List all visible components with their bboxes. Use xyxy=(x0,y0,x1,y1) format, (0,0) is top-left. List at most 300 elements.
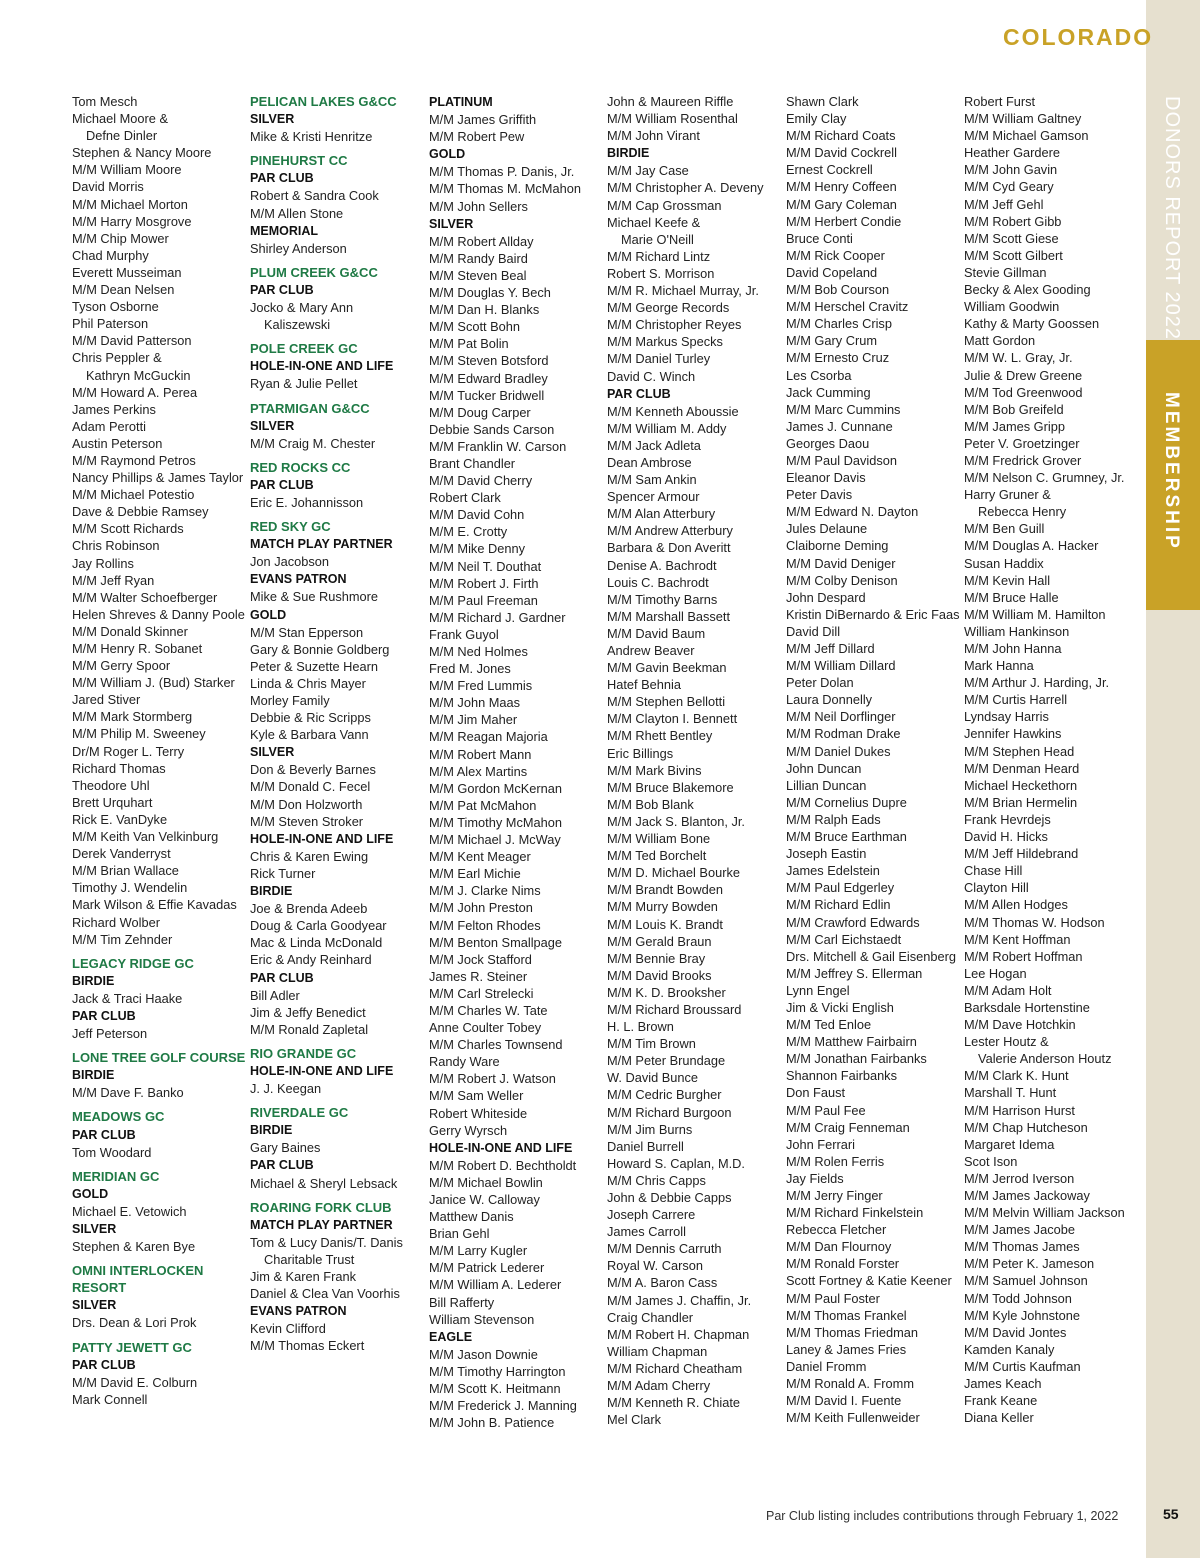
donor-name: Gary & Bonnie Goldberg xyxy=(250,641,390,657)
donor-name: M/M Bruce Halle xyxy=(964,589,1059,605)
donor-name: J. J. Keegan xyxy=(250,1081,322,1097)
donor-name: Jennifer Hawkins xyxy=(964,726,1062,742)
level-label: PLATINUM xyxy=(429,95,493,109)
donor-name: James J. Cunnane xyxy=(786,418,893,434)
donor-name: Howard S. Caplan, M.D. xyxy=(607,1155,745,1171)
donor-name: M/M Richard Burgoon xyxy=(607,1104,732,1120)
donor-name: Kyle & Barbara Vann xyxy=(250,727,369,743)
donor-name: M/M Robert Pew xyxy=(429,129,525,145)
level-label: EVANS PATRON xyxy=(250,572,347,587)
donor-name: M/M D. Michael Bourke xyxy=(607,865,740,881)
donor-name: Barksdale Hortenstine xyxy=(964,999,1090,1015)
donor-name: M/M Robert Mann xyxy=(429,746,532,762)
donor-name: M/M Pat Bolin xyxy=(429,336,509,352)
donor-name: M/M Pat McMahon xyxy=(429,797,537,813)
donor-name: M/M Scott Giese xyxy=(964,230,1059,246)
donor-name: Brant Chandler xyxy=(429,455,516,471)
level-label: MEMORIAL xyxy=(250,223,319,238)
donor-name: William Chapman xyxy=(607,1343,708,1359)
donor-name: M/M Chris Capps xyxy=(607,1172,706,1188)
donor-name: Linda & Chris Mayer xyxy=(250,675,366,691)
donor-name: M/M Dennis Carruth xyxy=(607,1241,722,1257)
donor-name: M/M Louis K. Brandt xyxy=(607,916,723,932)
level-label: BIRDIE xyxy=(607,146,650,161)
donor-name: Margaret Idema xyxy=(964,1136,1055,1152)
donor-name: Jack & Traci Haake xyxy=(72,990,183,1006)
club-heading: PINEHURST CC xyxy=(250,153,348,169)
donor-name: Chris Peppler & xyxy=(72,350,162,366)
donor-name: M/M Jeff Dillard xyxy=(786,641,875,656)
donor-name: M/M Ernesto Cruz xyxy=(786,350,890,366)
donor-column-1 xyxy=(72,93,248,1408)
club-heading: PLUM CREEK G&CC xyxy=(250,264,378,280)
club-heading: OMNI INTERLOCKEN xyxy=(72,1263,204,1279)
donor-name: Ernest Cockrell xyxy=(786,162,873,178)
donor-name: M/M Steven Beal xyxy=(429,267,527,283)
level-label: BIRDIE xyxy=(250,1123,293,1138)
donor-name: M/M Thomas Frankel xyxy=(786,1307,907,1323)
donor-name: M/M Marshall Bassett xyxy=(607,608,731,624)
donor-name: John & Maureen Riffle xyxy=(607,94,734,109)
donor-name: Michael Keefe & xyxy=(607,214,701,230)
donor-name: M/M Raymond Petros xyxy=(72,452,196,468)
donor-column-2 xyxy=(250,93,426,1354)
donor-name: David H. Hicks xyxy=(964,829,1048,845)
donor-name: M/M Franklin W. Carson xyxy=(429,438,567,454)
donor-name: M/M Kent Hoffman xyxy=(964,931,1071,947)
donor-name-continued: Defne Dinler xyxy=(86,128,158,144)
donor-name: W. David Bunce xyxy=(607,1070,699,1086)
donor-name: M/M Gary Crum xyxy=(786,333,877,349)
donor-name: M/M Tim Brown xyxy=(607,1036,696,1052)
club-heading: RED SKY GC xyxy=(250,519,331,535)
donor-name: M/M David Cohn xyxy=(429,507,525,523)
donor-name: M/M Patrick Lederer xyxy=(429,1260,545,1276)
footer-note: Par Club listing includes contributions through February 1, 2022 xyxy=(766,1509,1119,1523)
donor-name: M/M Robert J. Watson xyxy=(429,1071,556,1087)
donor-name: M/M Sam Ankin xyxy=(607,472,697,488)
donor-name: M/M Dave F. Banko xyxy=(72,1085,184,1101)
donor-name: M/M Cap Grossman xyxy=(607,197,722,213)
donor-name: M/M Keith Fullenweider xyxy=(786,1410,920,1426)
level-label: PAR CLUB xyxy=(72,1357,136,1372)
donor-name: M/M James Gripp xyxy=(964,418,1065,434)
donor-name: Jay Rollins xyxy=(72,555,134,571)
donor-name: Rebecca Fletcher xyxy=(786,1222,887,1238)
donor-name: M/M Keith Van Velkinburg xyxy=(72,829,219,845)
donor-name: James Carroll xyxy=(607,1224,686,1240)
donor-name: M/M Edward N. Dayton xyxy=(786,504,919,520)
donor-name: M/M Richard Cheatham xyxy=(607,1360,743,1376)
donor-name: Kamden Kanaly xyxy=(964,1341,1055,1357)
donor-name: M/M Jonathan Fairbanks xyxy=(786,1051,927,1067)
donor-name: M/M David E. Colburn xyxy=(72,1374,198,1390)
donor-name: M/M Jerrod Iverson xyxy=(964,1170,1075,1186)
donor-name: Jared Stiver xyxy=(72,692,141,708)
donor-name: Helen Shreves & Danny Poole xyxy=(72,606,245,622)
level-label: MATCH PLAY PARTNER xyxy=(250,1217,393,1232)
donor-name: M/M David Patterson xyxy=(72,333,192,349)
donor-name: M/M Charles Townsend xyxy=(429,1037,563,1053)
donor-name: M/M Jerry Finger xyxy=(786,1188,883,1203)
donor-name: M/M Thomas M. McMahon xyxy=(429,181,581,197)
donor-name: M/M Clayton I. Bennett xyxy=(607,711,738,727)
donor-name: Lee Hogan xyxy=(964,965,1027,981)
donor-name: M/M Marc Cummins xyxy=(786,401,901,417)
donor-name: Rick Turner xyxy=(250,865,316,881)
donor-name: M/M Peter Brundage xyxy=(607,1053,726,1069)
donor-name: M/M Walter Schoefberger xyxy=(72,589,218,605)
donor-name: Matt Gordon xyxy=(964,333,1036,349)
donor-name: David Dill xyxy=(786,623,841,639)
donor-name: Peter Dolan xyxy=(786,675,854,691)
donor-name: Frank Guyol xyxy=(429,626,499,642)
level-label: SILVER xyxy=(429,216,474,231)
donor-name: M/M Rolen Ferris xyxy=(786,1153,885,1169)
donor-name: Doug & Carla Goodyear xyxy=(250,918,387,934)
level-label: HOLE-IN-ONE AND LIFE xyxy=(250,1063,394,1078)
donor-name: M/M William Rosenthal xyxy=(607,111,738,127)
donor-name: M/M Neil T. Douthat xyxy=(429,558,542,574)
donor-name: M/M Henry R. Sobanet xyxy=(72,641,203,656)
donor-name: M/M John Maas xyxy=(429,695,521,711)
donor-name: Heather Gardere xyxy=(964,145,1061,161)
donor-name: M/M Thomas Friedman xyxy=(786,1324,919,1340)
donor-name: M/M Markus Specks xyxy=(607,334,723,350)
club-heading: POLE CREEK GC xyxy=(250,341,358,357)
donor-name-continued: Rebecca Henry xyxy=(978,504,1067,520)
donor-name: Bill Rafferty xyxy=(429,1294,495,1310)
donor-name: Scott Fortney & Katie Keener xyxy=(786,1273,952,1289)
donor-name: M/M Jack Adleta xyxy=(607,437,701,453)
donor-name: Stephen & Nancy Moore xyxy=(72,145,212,161)
donor-name: M/M W. L. Gray, Jr. xyxy=(964,350,1073,366)
donor-name: Dave & Debbie Ramsey xyxy=(72,504,209,520)
level-label: PAR CLUB xyxy=(250,171,314,186)
donor-name: M/M John Virant xyxy=(607,128,700,144)
donor-name: M/M Stan Epperson xyxy=(250,624,364,640)
donor-column-4 xyxy=(607,93,783,1428)
donor-column-5 xyxy=(786,93,962,1426)
donor-name: M/M Ronald Zapletal xyxy=(250,1021,369,1037)
donor-name: M/M Rhett Bentley xyxy=(607,728,713,744)
donor-name: Mac & Linda McDonald xyxy=(250,935,383,951)
donor-name: James R. Steiner xyxy=(429,968,528,984)
donor-name: Dean Ambrose xyxy=(607,454,692,470)
donor-name: M/M Michael Bowlin xyxy=(429,1174,543,1190)
donor-name: M/M Kent Meager xyxy=(429,849,531,865)
donor-name: M/M Richard Coats xyxy=(786,128,896,144)
donor-name: Les Csorba xyxy=(786,367,852,383)
donor-name: M/M Cornelius Dupre xyxy=(786,794,907,810)
donor-name: Brett Urquhart xyxy=(72,794,153,810)
donor-name: M/M Jack S. Blanton, Jr. xyxy=(607,813,745,829)
donor-name: M/M Todd Johnson xyxy=(964,1290,1072,1306)
donor-name: M/M David Brooks xyxy=(607,967,712,983)
donor-name: Don & Beverly Barnes xyxy=(250,762,376,778)
donor-name: M/M Benton Smallpage xyxy=(429,934,563,950)
donor-name: Chris Robinson xyxy=(72,538,160,554)
donor-name: M/M Craig M. Chester xyxy=(250,435,376,451)
donor-name: Richard Wolber xyxy=(72,914,160,930)
donor-name: M/M Clark K. Hunt xyxy=(964,1068,1069,1084)
donor-name: John Duncan xyxy=(786,760,862,776)
level-label: HOLE-IN-ONE AND LIFE xyxy=(250,831,394,846)
donor-name: M/M Richard Finkelstein xyxy=(786,1205,924,1221)
donor-name: Mark Wilson & Effie Kavadas xyxy=(72,897,237,913)
donor-name: Michael Moore & xyxy=(72,111,169,127)
level-label: BIRDIE xyxy=(250,884,293,899)
donor-name: M/M Gary Coleman xyxy=(786,196,897,212)
donor-name: Michael Heckethorn xyxy=(964,777,1078,793)
donor-name: Jeff Peterson xyxy=(72,1026,148,1042)
donor-name: M/M Frederick J. Manning xyxy=(429,1398,577,1414)
donor-name: Tom Woodard xyxy=(72,1144,152,1160)
donor-name: Randy Ware xyxy=(429,1054,500,1070)
level-label: PAR CLUB xyxy=(250,970,314,985)
donor-name: M/M William Galtney xyxy=(964,111,1082,127)
donor-name: M/M Timothy Barns xyxy=(607,591,718,607)
donor-name: John & Debbie Capps xyxy=(607,1190,732,1205)
donor-name: M/M Gerry Spoor xyxy=(72,658,171,674)
donor-name: Fred M. Jones xyxy=(429,661,511,677)
donor-name: Hatef Behnia xyxy=(607,677,681,693)
donor-name: M/M Cyd Geary xyxy=(964,179,1054,195)
donor-name: Jack Cumming xyxy=(786,384,871,400)
club-heading: ROARING FORK CLUB xyxy=(250,1199,392,1215)
donor-name: Stephen & Karen Bye xyxy=(72,1239,196,1255)
donor-name: Denise A. Bachrodt xyxy=(607,557,717,573)
donor-name: M/M Cedric Burgher xyxy=(607,1087,722,1103)
donor-name: Gary Baines xyxy=(250,1140,321,1156)
donor-name: M/M Jeffrey S. Ellerman xyxy=(786,965,923,981)
donor-name: David C. Winch xyxy=(607,368,696,384)
donor-name: M/M Henry Coffeen xyxy=(786,179,897,195)
donor-name: M/M Kyle Johnstone xyxy=(964,1307,1080,1323)
donor-name: M/M Mark Bivins xyxy=(607,762,702,778)
donor-name: Kevin Clifford xyxy=(250,1321,326,1337)
donor-name: M/M Fredrick Grover xyxy=(964,452,1082,468)
donor-name: John Despard xyxy=(786,589,866,605)
donor-name: M/M James Griffith xyxy=(429,112,537,128)
donor-name: Craig Chandler xyxy=(607,1309,694,1325)
level-label: EVANS PATRON xyxy=(250,1304,347,1319)
donor-name: H. L. Brown xyxy=(607,1019,674,1035)
donor-name: M/M Daniel Dukes xyxy=(786,743,891,759)
club-heading: RESORT xyxy=(72,1280,127,1296)
report-title: DONORS REPORT 2022 xyxy=(1161,96,1183,341)
donor-name: M/M Bob Greifeld xyxy=(964,401,1064,417)
donor-name: M/M Donald Skinner xyxy=(72,623,188,639)
donor-name: Bruce Conti xyxy=(786,230,853,246)
donor-name: David Copeland xyxy=(786,264,878,280)
donor-name: M/M K. D. Brooksher xyxy=(607,984,726,1000)
donor-name: Robert Clark xyxy=(429,490,501,506)
club-heading: PELICAN LAKES G&CC xyxy=(250,94,397,109)
donor-name: M/M Scott K. Heitmann xyxy=(429,1381,561,1397)
donor-name: M/M Paul Edgerley xyxy=(786,880,895,896)
donor-name: Drs. Dean & Lori Prok xyxy=(72,1315,197,1331)
donor-name: M/M Robert Gibb xyxy=(964,213,1062,229)
donor-name: M/M Brian Wallace xyxy=(72,863,179,879)
donor-name: M/M Nelson C. Grumney, Jr. xyxy=(964,470,1125,486)
donor-name: Lyndsay Harris xyxy=(964,709,1049,725)
club-heading: PTARMIGAN G&CC xyxy=(250,400,370,416)
donor-name: Adam Perotti xyxy=(72,418,146,434)
donor-name: Austin Peterson xyxy=(72,435,163,451)
donor-name: M/M David Cherry xyxy=(429,473,533,489)
club-heading: RIO GRANDE GC xyxy=(250,1045,357,1061)
donor-name: M/M Larry Kugler xyxy=(429,1243,528,1259)
donor-name: Harry Gruner & xyxy=(964,487,1051,503)
donor-name: M/M Craig Fenneman xyxy=(786,1119,910,1135)
donor-name: Eric Billings xyxy=(607,745,674,761)
donor-name: Jim & Jeffy Benedict xyxy=(250,1004,366,1020)
donor-name: Emily Clay xyxy=(786,111,847,127)
donor-name: Phil Paterson xyxy=(72,316,149,332)
donor-name: Theodore Uhl xyxy=(72,777,150,793)
donor-name: Louis C. Bachrodt xyxy=(607,574,709,590)
donor-name: James Edelstein xyxy=(786,863,880,879)
state-heading: COLORADO xyxy=(1003,24,1154,50)
donor-name: M/M Harry Mosgrove xyxy=(72,213,192,229)
donor-name: Shawn Clark xyxy=(786,94,859,109)
donor-name: Bill Adler xyxy=(250,987,300,1003)
level-label: SILVER xyxy=(250,418,295,433)
donor-name: M/M William Dillard xyxy=(786,658,896,674)
donor-name: Michael & Sheryl Lebsack xyxy=(250,1175,398,1191)
donor-name: M/M Neil Dorflinger xyxy=(786,709,896,725)
donor-name: M/M Edward Bradley xyxy=(429,370,548,386)
donor-name: M/M Carl Eichstaedt xyxy=(786,931,902,947)
donor-name: M/M John Gavin xyxy=(964,162,1058,178)
donor-name: Claiborne Deming xyxy=(786,538,889,554)
donor-name: M/M Michael Gamson xyxy=(964,128,1089,144)
donor-name: M/M Alan Atterbury xyxy=(607,506,716,522)
donor-name: Eric E. Johannisson xyxy=(250,494,364,510)
donor-name: M/M Tim Zehnder xyxy=(72,931,173,947)
donor-name: Lillian Duncan xyxy=(786,777,867,793)
donor-name: M/M Earl Michie xyxy=(429,866,521,882)
donor-name: M/M Scott Richards xyxy=(72,521,184,537)
donor-name: Tom & Lucy Danis/T. Danis xyxy=(250,1234,403,1250)
level-label: EAGLE xyxy=(429,1329,473,1344)
donor-name: Matthew Danis xyxy=(429,1209,514,1225)
donor-name: M/M Paul Freeman xyxy=(429,592,538,608)
donor-name: Laura Donnelly xyxy=(786,692,873,708)
donor-name: M/M Gerald Braun xyxy=(607,933,712,949)
donor-name: M/M Sam Weller xyxy=(429,1088,524,1104)
donor-name: Jules Delaune xyxy=(786,521,868,537)
donor-name: M/M Harrison Hurst xyxy=(964,1102,1075,1118)
club-heading: LEGACY RIDGE GC xyxy=(72,955,194,971)
donor-name: M/M William Moore xyxy=(72,162,182,178)
donor-name: M/M Tucker Bridwell xyxy=(429,387,545,403)
donor-name: Kristin DiBernardo & Eric Faas xyxy=(786,606,960,622)
donor-name: M/M George Records xyxy=(607,300,730,316)
donor-name: Eric & Andy Reinhard xyxy=(250,952,372,968)
level-label: PAR CLUB xyxy=(607,386,671,401)
level-label: BIRDIE xyxy=(72,973,115,988)
donor-name: Michael E. Vetowich xyxy=(72,1203,187,1219)
donor-name: M/M Matthew Fairbairn xyxy=(786,1034,917,1050)
donor-name-continued: Valerie Anderson Houtz xyxy=(978,1051,1112,1067)
donor-name: M/M Ronald Forster xyxy=(786,1256,900,1272)
donor-name: M/M Gordon McKernan xyxy=(429,780,562,796)
donor-name: M/M Howard A. Perea xyxy=(72,384,198,400)
donor-name: Mike & Sue Rushmore xyxy=(250,589,379,605)
donor-name: M/M Dan H. Blanks xyxy=(429,302,540,318)
donor-name: Jocko & Mary Ann xyxy=(250,300,354,316)
donor-name: Drs. Mitchell & Gail Eisenberg xyxy=(786,948,956,964)
donor-name: James Keach xyxy=(964,1376,1042,1392)
donor-name: Chris & Karen Ewing xyxy=(250,848,369,864)
donor-name: M/M Jim Burns xyxy=(607,1121,693,1137)
donor-name: M/M Stephen Head xyxy=(964,743,1075,759)
donor-name: M/M Rick Cooper xyxy=(786,247,885,263)
donor-name: Royal W. Carson xyxy=(607,1258,704,1274)
donor-name: M/M Alex Martins xyxy=(429,763,528,779)
donor-name: M/M Robert Hoffman xyxy=(964,948,1083,964)
donor-name: M/M Bruce Blakemore xyxy=(607,779,734,795)
donor-name: M/M Allen Hodges xyxy=(964,897,1068,913)
donor-name: Mel Clark xyxy=(607,1412,662,1428)
level-label: HOLE-IN-ONE AND LIFE xyxy=(429,1140,573,1155)
donor-name: M/M William Bone xyxy=(607,831,711,847)
donor-name-continued: Marie O'Neill xyxy=(621,231,694,247)
donor-name: Robert Furst xyxy=(964,94,1036,109)
donor-name: Julie & Drew Greene xyxy=(964,367,1083,383)
donor-name: M/M Robert H. Chapman xyxy=(607,1326,750,1342)
donor-name: M/M Bob Blank xyxy=(607,796,694,812)
donor-name: James Perkins xyxy=(72,401,156,417)
donor-name: Peter Davis xyxy=(786,487,853,503)
donor-name: Tom Mesch xyxy=(72,94,138,109)
donor-name: M/M David Cockrell xyxy=(786,145,897,161)
donor-name: M/M John Hanna xyxy=(964,641,1062,656)
donor-name: M/M Richard J. Gardner xyxy=(429,609,566,625)
donor-name: M/M David Deniger xyxy=(786,555,896,571)
donor-name: M/M Jeff Ryan xyxy=(72,572,155,588)
donor-name: Joseph Carrere xyxy=(607,1207,696,1223)
donor-name: M/M Herschel Cravitz xyxy=(786,299,909,315)
level-label: PAR CLUB xyxy=(250,1158,314,1173)
donor-name: Peter V. Groetzinger xyxy=(964,435,1080,451)
donor-name: Debbie & Ric Scripps xyxy=(250,710,371,726)
donor-name: M/M Bob Courson xyxy=(786,282,890,298)
donor-name: Derek Vanderryst xyxy=(72,846,171,862)
donor-name: M/M Kenneth R. Chiate xyxy=(607,1395,741,1411)
donor-name: M/M Douglas A. Hacker xyxy=(964,538,1099,554)
donor-name: M/M Robert Allday xyxy=(429,233,534,249)
level-label: BIRDIE xyxy=(72,1068,115,1083)
donor-name: M/M J. Clarke Nims xyxy=(429,883,541,899)
donor-name: Gerry Wyrsch xyxy=(429,1122,508,1138)
donor-name: Robert S. Morrison xyxy=(607,265,715,281)
level-label: PAR CLUB xyxy=(72,1127,136,1142)
donor-name: M/M E. Crotty xyxy=(429,524,508,540)
donor-name: M/M Brian Hermelin xyxy=(964,794,1078,810)
donor-name: M/M Adam Cherry xyxy=(607,1378,711,1394)
donor-name: Susan Haddix xyxy=(964,555,1044,571)
donor-name: Daniel Burrell xyxy=(607,1138,684,1154)
club-heading: RED ROCKS CC xyxy=(250,459,351,475)
club-heading: PATTY JEWETT GC xyxy=(72,1339,192,1355)
donor-name: M/M Timothy Harrington xyxy=(429,1363,566,1379)
level-label: GOLD xyxy=(429,147,466,162)
donor-name: M/M James Jacobe xyxy=(964,1222,1075,1238)
donor-name: M/M Gavin Beekman xyxy=(607,660,727,676)
